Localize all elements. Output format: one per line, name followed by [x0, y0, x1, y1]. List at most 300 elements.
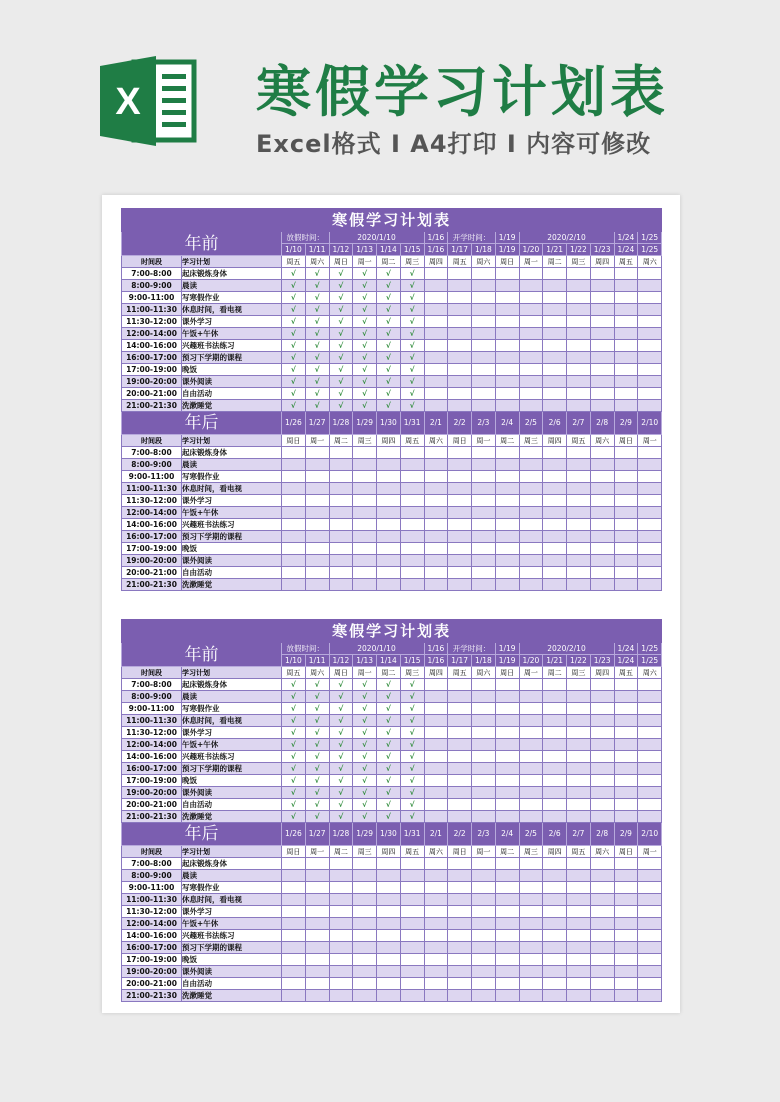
day-cell[interactable] [590, 691, 614, 703]
check-mark[interactable]: √ [353, 280, 377, 292]
day-cell[interactable] [495, 942, 519, 954]
day-cell[interactable] [614, 400, 638, 412]
check-mark[interactable]: √ [329, 268, 353, 280]
day-cell[interactable] [305, 483, 329, 495]
check-mark[interactable]: √ [353, 328, 377, 340]
check-mark[interactable]: √ [353, 775, 377, 787]
day-cell[interactable] [543, 906, 567, 918]
day-cell[interactable] [638, 579, 662, 591]
check-mark[interactable]: √ [377, 751, 401, 763]
day-cell[interactable] [519, 763, 543, 775]
check-mark[interactable]: √ [305, 811, 329, 823]
day-cell[interactable] [495, 543, 519, 555]
day-cell[interactable] [424, 894, 448, 906]
day-cell[interactable] [377, 483, 401, 495]
day-cell[interactable] [424, 906, 448, 918]
day-cell[interactable] [638, 978, 662, 990]
check-mark[interactable]: √ [400, 352, 424, 364]
day-cell[interactable] [400, 870, 424, 882]
day-cell[interactable] [543, 352, 567, 364]
day-cell[interactable] [424, 555, 448, 567]
check-mark[interactable]: √ [282, 763, 306, 775]
day-cell[interactable] [424, 459, 448, 471]
day-cell[interactable] [567, 763, 591, 775]
day-cell[interactable] [519, 400, 543, 412]
day-cell[interactable] [638, 340, 662, 352]
day-cell[interactable] [448, 364, 472, 376]
day-cell[interactable] [329, 966, 353, 978]
check-mark[interactable]: √ [329, 376, 353, 388]
day-cell[interactable] [567, 739, 591, 751]
day-cell[interactable] [543, 787, 567, 799]
day-cell[interactable] [590, 483, 614, 495]
day-cell[interactable] [519, 519, 543, 531]
day-cell[interactable] [543, 799, 567, 811]
day-cell[interactable] [495, 340, 519, 352]
day-cell[interactable] [519, 483, 543, 495]
day-cell[interactable] [519, 543, 543, 555]
day-cell[interactable] [448, 775, 472, 787]
check-mark[interactable]: √ [377, 400, 401, 412]
day-cell[interactable] [400, 978, 424, 990]
day-cell[interactable] [495, 679, 519, 691]
check-mark[interactable]: √ [353, 304, 377, 316]
day-cell[interactable] [282, 567, 306, 579]
day-cell[interactable] [424, 376, 448, 388]
day-cell[interactable] [329, 882, 353, 894]
check-mark[interactable]: √ [353, 352, 377, 364]
day-cell[interactable] [567, 304, 591, 316]
day-cell[interactable] [424, 679, 448, 691]
check-mark[interactable]: √ [353, 679, 377, 691]
day-cell[interactable] [472, 978, 496, 990]
day-cell[interactable] [377, 942, 401, 954]
check-mark[interactable]: √ [329, 280, 353, 292]
day-cell[interactable] [638, 328, 662, 340]
day-cell[interactable] [305, 930, 329, 942]
day-cell[interactable] [472, 775, 496, 787]
day-cell[interactable] [424, 328, 448, 340]
day-cell[interactable] [638, 376, 662, 388]
day-cell[interactable] [543, 954, 567, 966]
check-mark[interactable]: √ [377, 739, 401, 751]
check-mark[interactable]: √ [305, 715, 329, 727]
day-cell[interactable] [377, 519, 401, 531]
day-cell[interactable] [282, 942, 306, 954]
day-cell[interactable] [353, 579, 377, 591]
day-cell[interactable] [472, 579, 496, 591]
day-cell[interactable] [543, 978, 567, 990]
day-cell[interactable] [638, 715, 662, 727]
day-cell[interactable] [448, 567, 472, 579]
day-cell[interactable] [590, 459, 614, 471]
day-cell[interactable] [614, 727, 638, 739]
day-cell[interactable] [424, 280, 448, 292]
day-cell[interactable] [305, 978, 329, 990]
day-cell[interactable] [543, 543, 567, 555]
day-cell[interactable] [543, 292, 567, 304]
day-cell[interactable] [590, 292, 614, 304]
day-cell[interactable] [353, 447, 377, 459]
day-cell[interactable] [400, 942, 424, 954]
day-cell[interactable] [590, 471, 614, 483]
day-cell[interactable] [353, 519, 377, 531]
day-cell[interactable] [400, 954, 424, 966]
day-cell[interactable] [305, 579, 329, 591]
day-cell[interactable] [305, 966, 329, 978]
day-cell[interactable] [638, 471, 662, 483]
day-cell[interactable] [567, 388, 591, 400]
check-mark[interactable]: √ [282, 787, 306, 799]
check-mark[interactable]: √ [329, 703, 353, 715]
day-cell[interactable] [353, 555, 377, 567]
day-cell[interactable] [448, 495, 472, 507]
check-mark[interactable]: √ [329, 691, 353, 703]
day-cell[interactable] [519, 507, 543, 519]
check-mark[interactable]: √ [400, 763, 424, 775]
day-cell[interactable] [305, 567, 329, 579]
day-cell[interactable] [424, 340, 448, 352]
day-cell[interactable] [614, 763, 638, 775]
day-cell[interactable] [567, 966, 591, 978]
day-cell[interactable] [614, 787, 638, 799]
day-cell[interactable] [448, 376, 472, 388]
day-cell[interactable] [472, 507, 496, 519]
day-cell[interactable] [472, 715, 496, 727]
day-cell[interactable] [448, 811, 472, 823]
day-cell[interactable] [567, 691, 591, 703]
day-cell[interactable] [590, 352, 614, 364]
day-cell[interactable] [519, 531, 543, 543]
day-cell[interactable] [353, 870, 377, 882]
day-cell[interactable] [519, 567, 543, 579]
day-cell[interactable] [424, 352, 448, 364]
day-cell[interactable] [424, 268, 448, 280]
day-cell[interactable] [567, 328, 591, 340]
check-mark[interactable]: √ [329, 328, 353, 340]
day-cell[interactable] [567, 519, 591, 531]
day-cell[interactable] [614, 858, 638, 870]
day-cell[interactable] [519, 739, 543, 751]
day-cell[interactable] [305, 870, 329, 882]
day-cell[interactable] [495, 787, 519, 799]
day-cell[interactable] [424, 715, 448, 727]
check-mark[interactable]: √ [282, 364, 306, 376]
day-cell[interactable] [472, 751, 496, 763]
day-cell[interactable] [495, 978, 519, 990]
day-cell[interactable] [448, 763, 472, 775]
day-cell[interactable] [495, 703, 519, 715]
day-cell[interactable] [638, 799, 662, 811]
day-cell[interactable] [424, 507, 448, 519]
check-mark[interactable]: √ [377, 715, 401, 727]
day-cell[interactable] [543, 328, 567, 340]
day-cell[interactable] [495, 400, 519, 412]
day-cell[interactable] [448, 280, 472, 292]
day-cell[interactable] [543, 858, 567, 870]
day-cell[interactable] [400, 519, 424, 531]
day-cell[interactable] [638, 280, 662, 292]
day-cell[interactable] [448, 930, 472, 942]
day-cell[interactable] [567, 906, 591, 918]
day-cell[interactable] [495, 954, 519, 966]
day-cell[interactable] [614, 799, 638, 811]
day-cell[interactable] [543, 703, 567, 715]
day-cell[interactable] [495, 507, 519, 519]
day-cell[interactable] [448, 727, 472, 739]
day-cell[interactable] [329, 579, 353, 591]
day-cell[interactable] [519, 292, 543, 304]
day-cell[interactable] [567, 280, 591, 292]
day-cell[interactable] [567, 447, 591, 459]
day-cell[interactable] [282, 471, 306, 483]
check-mark[interactable]: √ [400, 328, 424, 340]
check-mark[interactable]: √ [353, 364, 377, 376]
day-cell[interactable] [400, 447, 424, 459]
check-mark[interactable]: √ [305, 388, 329, 400]
day-cell[interactable] [638, 727, 662, 739]
check-mark[interactable]: √ [329, 400, 353, 412]
check-mark[interactable]: √ [282, 715, 306, 727]
check-mark[interactable]: √ [400, 280, 424, 292]
day-cell[interactable] [424, 364, 448, 376]
day-cell[interactable] [614, 703, 638, 715]
day-cell[interactable] [448, 918, 472, 930]
day-cell[interactable] [638, 858, 662, 870]
day-cell[interactable] [590, 280, 614, 292]
day-cell[interactable] [305, 507, 329, 519]
check-mark[interactable]: √ [400, 691, 424, 703]
day-cell[interactable] [282, 519, 306, 531]
day-cell[interactable] [638, 703, 662, 715]
day-cell[interactable] [638, 507, 662, 519]
day-cell[interactable] [519, 799, 543, 811]
day-cell[interactable] [614, 751, 638, 763]
day-cell[interactable] [472, 483, 496, 495]
day-cell[interactable] [448, 978, 472, 990]
day-cell[interactable] [424, 471, 448, 483]
check-mark[interactable]: √ [353, 268, 377, 280]
day-cell[interactable] [448, 400, 472, 412]
day-cell[interactable] [282, 531, 306, 543]
day-cell[interactable] [495, 691, 519, 703]
day-cell[interactable] [638, 691, 662, 703]
day-cell[interactable] [543, 316, 567, 328]
day-cell[interactable] [400, 543, 424, 555]
day-cell[interactable] [282, 918, 306, 930]
day-cell[interactable] [377, 858, 401, 870]
day-cell[interactable] [567, 340, 591, 352]
check-mark[interactable]: √ [377, 787, 401, 799]
day-cell[interactable] [543, 555, 567, 567]
day-cell[interactable] [495, 567, 519, 579]
day-cell[interactable] [590, 930, 614, 942]
day-cell[interactable] [353, 978, 377, 990]
day-cell[interactable] [519, 882, 543, 894]
day-cell[interactable] [448, 906, 472, 918]
day-cell[interactable] [567, 483, 591, 495]
check-mark[interactable]: √ [305, 280, 329, 292]
check-mark[interactable]: √ [377, 316, 401, 328]
check-mark[interactable]: √ [400, 703, 424, 715]
day-cell[interactable] [495, 763, 519, 775]
check-mark[interactable]: √ [377, 340, 401, 352]
day-cell[interactable] [424, 567, 448, 579]
day-cell[interactable] [424, 388, 448, 400]
day-cell[interactable] [424, 966, 448, 978]
day-cell[interactable] [614, 978, 638, 990]
day-cell[interactable] [590, 942, 614, 954]
day-cell[interactable] [472, 364, 496, 376]
day-cell[interactable] [567, 679, 591, 691]
day-cell[interactable] [495, 930, 519, 942]
check-mark[interactable]: √ [305, 703, 329, 715]
check-mark[interactable]: √ [282, 268, 306, 280]
day-cell[interactable] [614, 495, 638, 507]
day-cell[interactable] [448, 579, 472, 591]
day-cell[interactable] [400, 471, 424, 483]
day-cell[interactable] [567, 930, 591, 942]
day-cell[interactable] [472, 304, 496, 316]
day-cell[interactable] [424, 703, 448, 715]
day-cell[interactable] [638, 292, 662, 304]
day-cell[interactable] [614, 447, 638, 459]
day-cell[interactable] [638, 543, 662, 555]
check-mark[interactable]: √ [377, 364, 401, 376]
check-mark[interactable]: √ [329, 304, 353, 316]
day-cell[interactable] [614, 543, 638, 555]
check-mark[interactable]: √ [282, 727, 306, 739]
day-cell[interactable] [614, 579, 638, 591]
day-cell[interactable] [590, 543, 614, 555]
day-cell[interactable] [282, 459, 306, 471]
check-mark[interactable]: √ [353, 316, 377, 328]
day-cell[interactable] [377, 447, 401, 459]
day-cell[interactable] [424, 483, 448, 495]
day-cell[interactable] [614, 459, 638, 471]
day-cell[interactable] [614, 364, 638, 376]
day-cell[interactable] [638, 447, 662, 459]
day-cell[interactable] [638, 531, 662, 543]
day-cell[interactable] [590, 882, 614, 894]
day-cell[interactable] [543, 894, 567, 906]
check-mark[interactable]: √ [329, 787, 353, 799]
day-cell[interactable] [495, 990, 519, 1002]
day-cell[interactable] [424, 543, 448, 555]
day-cell[interactable] [282, 543, 306, 555]
day-cell[interactable] [424, 811, 448, 823]
day-cell[interactable] [614, 483, 638, 495]
day-cell[interactable] [614, 894, 638, 906]
day-cell[interactable] [448, 471, 472, 483]
day-cell[interactable] [590, 763, 614, 775]
day-cell[interactable] [472, 966, 496, 978]
check-mark[interactable]: √ [400, 787, 424, 799]
day-cell[interactable] [543, 471, 567, 483]
day-cell[interactable] [424, 775, 448, 787]
day-cell[interactable] [472, 954, 496, 966]
check-mark[interactable]: √ [377, 376, 401, 388]
day-cell[interactable] [638, 352, 662, 364]
day-cell[interactable] [638, 870, 662, 882]
day-cell[interactable] [472, 703, 496, 715]
day-cell[interactable] [543, 519, 567, 531]
day-cell[interactable] [519, 727, 543, 739]
check-mark[interactable]: √ [353, 691, 377, 703]
day-cell[interactable] [614, 691, 638, 703]
day-cell[interactable] [567, 579, 591, 591]
day-cell[interactable] [590, 316, 614, 328]
day-cell[interactable] [377, 543, 401, 555]
day-cell[interactable] [638, 751, 662, 763]
check-mark[interactable]: √ [329, 751, 353, 763]
check-mark[interactable]: √ [282, 799, 306, 811]
day-cell[interactable] [472, 280, 496, 292]
day-cell[interactable] [614, 918, 638, 930]
day-cell[interactable] [448, 304, 472, 316]
day-cell[interactable] [353, 942, 377, 954]
day-cell[interactable] [519, 328, 543, 340]
day-cell[interactable] [590, 304, 614, 316]
day-cell[interactable] [567, 751, 591, 763]
day-cell[interactable] [590, 567, 614, 579]
day-cell[interactable] [495, 555, 519, 567]
day-cell[interactable] [638, 811, 662, 823]
day-cell[interactable] [305, 471, 329, 483]
day-cell[interactable] [448, 691, 472, 703]
day-cell[interactable] [472, 328, 496, 340]
day-cell[interactable] [638, 966, 662, 978]
day-cell[interactable] [495, 906, 519, 918]
day-cell[interactable] [472, 882, 496, 894]
day-cell[interactable] [282, 966, 306, 978]
day-cell[interactable] [282, 930, 306, 942]
day-cell[interactable] [590, 519, 614, 531]
day-cell[interactable] [590, 775, 614, 787]
day-cell[interactable] [448, 942, 472, 954]
day-cell[interactable] [543, 942, 567, 954]
day-cell[interactable] [472, 739, 496, 751]
day-cell[interactable] [543, 304, 567, 316]
day-cell[interactable] [305, 882, 329, 894]
check-mark[interactable]: √ [377, 703, 401, 715]
day-cell[interactable] [329, 507, 353, 519]
check-mark[interactable]: √ [377, 352, 401, 364]
day-cell[interactable] [567, 894, 591, 906]
day-cell[interactable] [519, 858, 543, 870]
day-cell[interactable] [519, 364, 543, 376]
day-cell[interactable] [472, 811, 496, 823]
day-cell[interactable] [329, 543, 353, 555]
check-mark[interactable]: √ [282, 352, 306, 364]
day-cell[interactable] [472, 679, 496, 691]
day-cell[interactable] [614, 531, 638, 543]
day-cell[interactable] [448, 990, 472, 1002]
day-cell[interactable] [472, 787, 496, 799]
day-cell[interactable] [282, 555, 306, 567]
day-cell[interactable] [590, 679, 614, 691]
check-mark[interactable]: √ [400, 316, 424, 328]
day-cell[interactable] [472, 531, 496, 543]
day-cell[interactable] [590, 966, 614, 978]
day-cell[interactable] [305, 519, 329, 531]
day-cell[interactable] [519, 978, 543, 990]
check-mark[interactable]: √ [305, 751, 329, 763]
day-cell[interactable] [638, 918, 662, 930]
day-cell[interactable] [519, 579, 543, 591]
day-cell[interactable] [282, 870, 306, 882]
day-cell[interactable] [448, 966, 472, 978]
